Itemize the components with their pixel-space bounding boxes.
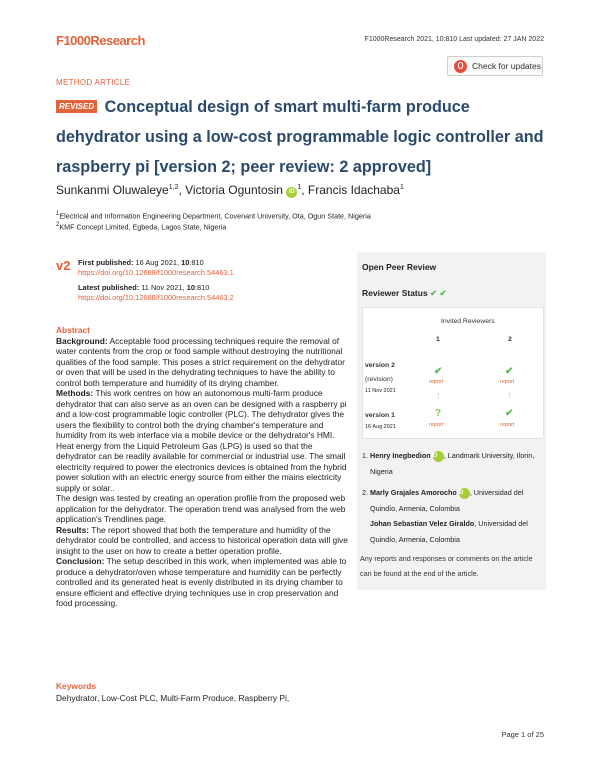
version-2-sub: (revision): [365, 376, 393, 383]
affil-text: KMF Concept Limited, Egbeda, Lagos State, Nigeria: [59, 222, 227, 232]
report-link[interactable]: report: [429, 379, 444, 385]
reviewer-col-1: 1: [436, 336, 440, 343]
results-text: The report showed that both the temperature and humidity of the dehydrator could be controlled, and access to historical operation data will give insight to the user on how to create a better operation profile.: [56, 524, 348, 556]
affiliation: [56, 222, 226, 231]
reviewer-table: [362, 307, 544, 439]
reviewer-list: [362, 448, 542, 547]
check-icon: ✔: [505, 408, 514, 419]
first-doi-link[interactable]: https://doi.org/10.12688/f1000research.54463.1: [78, 268, 234, 277]
reviewer-col-2: 2: [508, 336, 512, 343]
background-label: Background:: [56, 335, 108, 346]
author-name[interactable]: Sunkanmi Oluwaleye: [56, 183, 169, 197]
keywords: [56, 680, 352, 704]
article-title: [56, 92, 546, 182]
reviewer-name[interactable]: Henry Inegbedion: [370, 451, 431, 460]
report-link[interactable]: report: [429, 422, 444, 428]
author-sup: 1,2: [168, 184, 179, 191]
results-label: Results:: [56, 524, 90, 535]
version-2-label: version 2: [365, 362, 395, 369]
orcid-icon[interactable]: iD: [459, 488, 470, 499]
first-published-date: 16 Aug 2021,: [135, 258, 180, 267]
page-ref: :810: [194, 283, 210, 292]
volume: 10: [186, 283, 195, 292]
reviewer-num: 2.: [362, 488, 368, 497]
version-1-label: version 1: [365, 412, 395, 419]
first-published-label: First published:: [78, 258, 134, 267]
reviewer-entry: [362, 485, 542, 516]
reviewer-status: [362, 288, 447, 299]
methods-label: Methods:: [56, 388, 94, 398]
report-link[interactable]: report: [500, 422, 515, 428]
volume: 10: [181, 258, 190, 267]
check-for-updates-button[interactable]: [447, 56, 543, 76]
affiliation: [56, 211, 371, 220]
check-icon: ✔: [505, 366, 514, 377]
author-sup: 1: [297, 184, 302, 191]
methods-text: This work centres on how an autonomous multi-farm produce dehydrator that can also serve as an oven can be designed with a raspberry pi and a low-cost programmable logic controller (PLC). The dehydrator gives the users the flexibility to control both the drying chamber's temperature and humidity from its web interface via a mobile device or the dehydrator's HMI. Heat energy from the Liquid Petroleum Gas (LPG) is used so that the dehydrator can be readily available for commercial or industrial use. The small electricity required to power the electronics devices is obtained from the hybrid power solution with an electric energy source from either the mains electricity supply or solar..: [56, 388, 347, 493]
version-2-date: 11 Nov 2021: [365, 388, 396, 394]
page-number: Page 1 of 25: [501, 730, 544, 739]
abstract: [56, 325, 352, 609]
first-published: [78, 258, 234, 278]
reviewer-entry: [362, 516, 542, 547]
author-name[interactable]: Victoria Oguntosin: [185, 183, 283, 197]
invited-reviewers-label: Invited Reviewers: [441, 318, 495, 325]
keywords-text: Dehydrator, Low-Cost PLC, Multi-Farm Produce, Raspberry Pi,: [56, 693, 290, 703]
orcid-icon[interactable]: iD: [286, 187, 297, 198]
check-updates-label: Check for updates: [472, 61, 541, 71]
reviewer-name[interactable]: Johan Sebastian Velez Giraldo: [370, 519, 475, 528]
question-icon: ?: [435, 408, 442, 419]
latest-published-date: 11 Nov 2021,: [141, 283, 185, 292]
orcid-icon[interactable]: iD: [433, 451, 444, 462]
latest-doi-link[interactable]: https://doi.org/10.12688/f1000research.54463.2: [78, 293, 234, 302]
arrow-up-icon: ↑: [507, 390, 512, 400]
crossmark-icon: [454, 60, 467, 73]
check-icon: ✔: [434, 366, 443, 377]
latest-published: [78, 283, 234, 303]
affil-sup: 1: [56, 211, 60, 217]
conclusion-label: Conclusion:: [56, 556, 105, 566]
version-badge: v2: [56, 258, 71, 273]
background-text: Acceptable food processing techniques require the removal of water contents from the crop or food sample without destroying the nutritional qualities of the food sample. This poses a strict requirement on the dehydrator or oven that will be used in the dehydrating techniques to have the ability to control both temperature and humidity of its drying chamber.: [56, 335, 345, 388]
check-icon: ✔ ✔: [430, 288, 447, 298]
reviewer-num: 1.: [362, 451, 368, 460]
peer-review-title: Open Peer Review: [362, 262, 437, 272]
reviewer-entry: [362, 448, 542, 479]
keywords-heading: Keywords: [56, 681, 97, 691]
journal-logo[interactable]: F1000Research: [56, 33, 145, 48]
reviewer-status-label: Reviewer Status: [362, 288, 428, 298]
latest-published-label: Latest published:: [78, 283, 140, 292]
report-link[interactable]: report: [500, 379, 515, 385]
arrow-up-icon: ↑: [436, 390, 441, 400]
revised-badge: REVISED: [56, 100, 97, 113]
methods-text-2: The design was tested by creating an operation profile from the proposed web application for the dehydrator. The operation trend was analysed from the web application's Trendlines page.: [56, 493, 346, 524]
affil-text: Electrical and Information Engineering Department, Covenant University, Ota, Ogun State, Nigeria: [59, 211, 371, 221]
reviewer-affiliation: , Universidad del Quindío, Armenia, Colombia: [370, 488, 524, 513]
author-name[interactable]: Francis Idachaba: [307, 183, 400, 197]
reviewer-name[interactable]: Marly Grajales Amorocho: [370, 488, 457, 497]
reviewer-affiliation: , Landmark University, Ilorin, Nigeria: [370, 451, 535, 476]
conclusion-text: The setup described in this work, when implemented was able to produce a dehydrator/oven whose temperature and humidity can be perfectly controlled and its generated heat is evenly distributed in its drying chamber to ensure efficient and effective drying techniques use in crop preservation and food processing.: [56, 556, 347, 608]
review-note: Any reports and responses or comments on the article can be found at the end of the article.: [360, 554, 533, 578]
title-text: Conceptual design of smart multi-farm produce dehydrator using a low-cost programmable logic controller and raspberry pi [version 2; peer review: 2 approved]: [56, 98, 544, 176]
abstract-heading: Abstract: [56, 325, 90, 335]
reviewer-affiliation: , Universidad del Quindío, Armenia, Colombia: [370, 519, 528, 544]
author-list: Sunkanmi Oluwaleye$^{1,2}$, Victoria Oguntosin $iD^1$, Francis Idachaba$^1$: [56, 183, 404, 197]
author-sup: 1: [399, 184, 404, 191]
affil-sup: 2: [56, 222, 60, 228]
page-ref: :810: [189, 258, 204, 267]
version-1-date: 16 Aug 2021: [365, 424, 396, 430]
article-type: METHOD ARTICLE: [56, 78, 131, 87]
citation-line: F1000Research 2021, 10:810 Last updated: 27 JAN 2022: [364, 36, 544, 43]
